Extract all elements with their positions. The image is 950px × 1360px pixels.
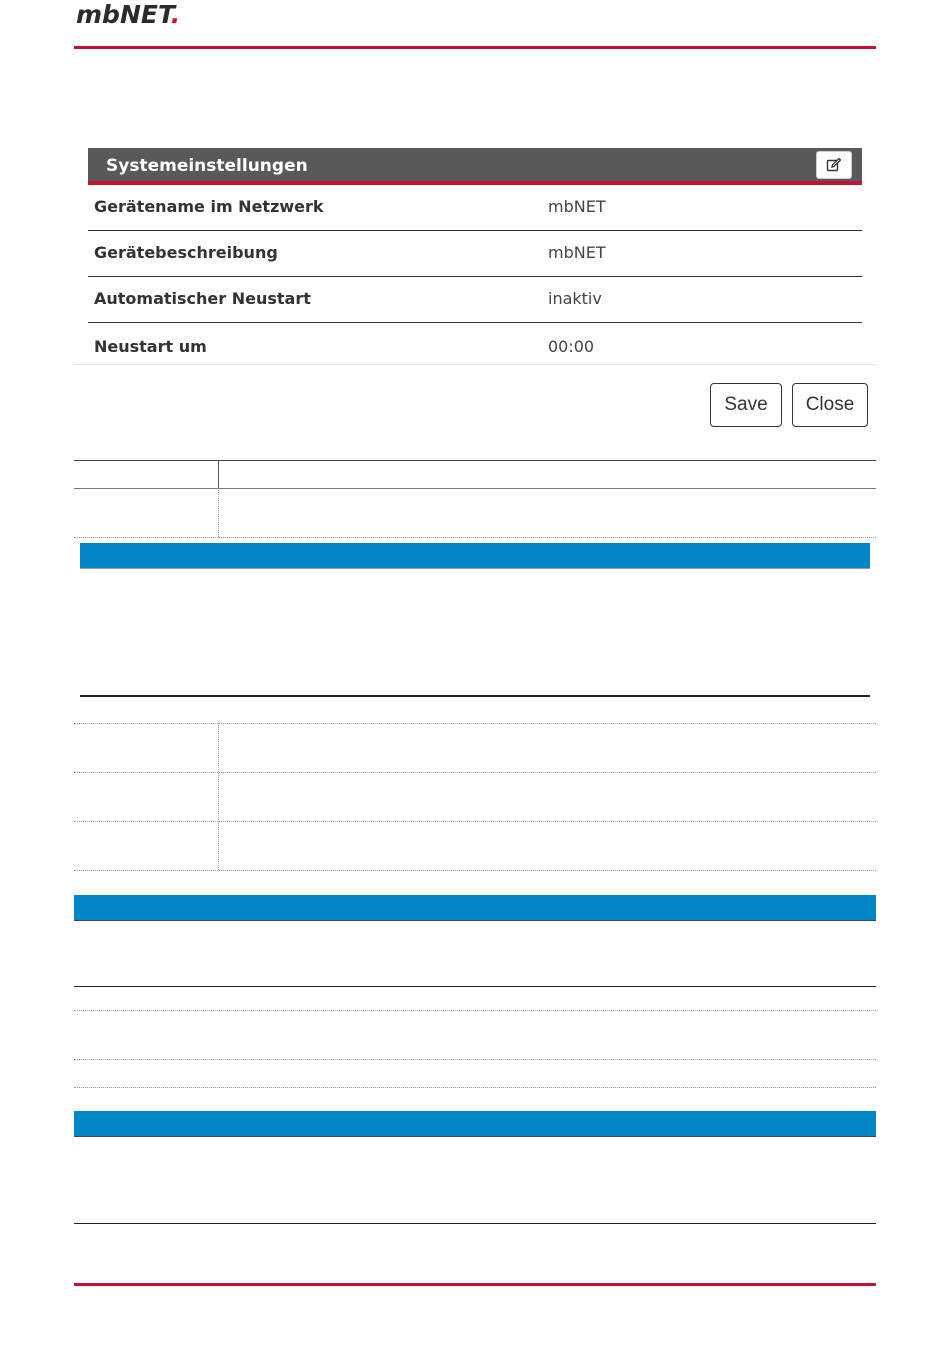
row-label: Gerätename im Netzwerk — [94, 197, 324, 216]
table-top-border — [74, 460, 876, 461]
row-value: 00:00 — [548, 337, 595, 356]
panel-header — [88, 148, 862, 185]
row-value: inaktiv — [548, 289, 602, 308]
section-bar — [74, 1111, 876, 1136]
header-divider — [74, 46, 876, 49]
panel-title: Systemeinstellungen — [106, 156, 308, 176]
table-row-border — [74, 1010, 876, 1011]
logo-dot: . — [170, 0, 181, 29]
settings-row-description — [88, 231, 862, 277]
table-row-border — [74, 821, 876, 822]
edit-icon — [826, 157, 842, 173]
settings-row-auto-restart — [88, 277, 862, 323]
settings-row-restart-time — [88, 323, 862, 365]
row-label: Neustart um — [94, 337, 207, 356]
section-end-border — [80, 695, 870, 697]
row-label: Automatischer Neustart — [94, 289, 311, 308]
logo-text: mbNET — [76, 0, 171, 29]
section-bottom-border — [74, 920, 876, 921]
table-column-divider — [218, 460, 219, 488]
table-column-divider — [218, 723, 219, 870]
save-button[interactable]: Save — [710, 383, 782, 427]
mbnet-logo — [76, 0, 180, 29]
footer-divider — [74, 1283, 876, 1286]
section-bar — [74, 895, 876, 920]
table-row-border — [74, 723, 876, 724]
section-end-border — [74, 1223, 876, 1224]
row-value: mbNET — [548, 197, 606, 216]
table-row-border — [74, 537, 876, 538]
panel-footer-line — [74, 364, 876, 365]
section-end-border — [74, 986, 876, 987]
table-row-border — [74, 1059, 876, 1060]
table-row-border — [74, 772, 876, 773]
section-bar — [80, 543, 870, 568]
table-header-border — [74, 488, 876, 489]
edit-button[interactable] — [816, 151, 852, 179]
section-bottom-border — [74, 1136, 876, 1137]
table-column-divider — [218, 488, 219, 537]
row-label: Gerätebeschreibung — [94, 243, 278, 262]
table-row-border — [74, 870, 876, 871]
section-bottom-border — [80, 568, 870, 569]
close-button[interactable]: Close — [792, 383, 868, 427]
table-row-border — [74, 1087, 876, 1088]
settings-row-device-name — [88, 185, 862, 231]
row-value: mbNET — [548, 243, 606, 262]
